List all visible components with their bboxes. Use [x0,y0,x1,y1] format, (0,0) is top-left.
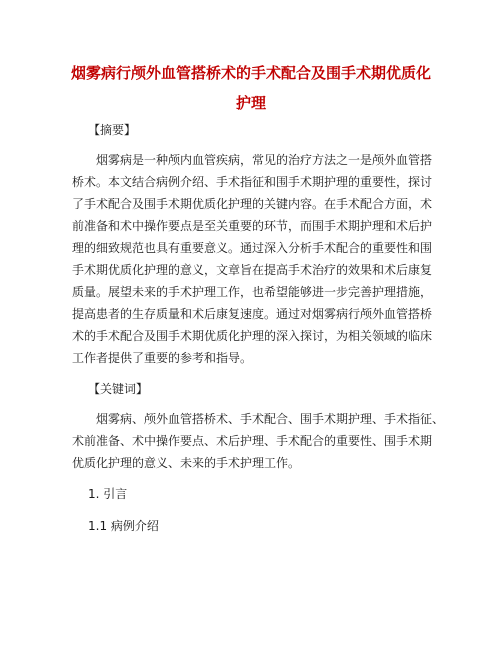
document-title-line-1: 烟雾病行颅外血管搭桥术的手术配合及围手术期优质化 [70,64,431,82]
abstract-line: 手术期优质化护理的意义，文章旨在提高手术治疗的效果和术后康复 [72,263,433,277]
keywords-label: 【关键词】 [88,382,149,396]
abstract-label: 【摘要】 [88,123,137,137]
keywords-line: 烟雾病、颅外血管搭桥术、手术配合、围手术期护理、手术指征、 [96,412,445,426]
abstract-line: 工作者提供了重要的参考和指导。 [72,351,253,365]
abstract-line: 提高患者的生存质量和术后康复速度。通过对烟雾病行颅外血管搭桥 [72,307,433,321]
keywords-line: 优质化护理的意义、未来的手术护理工作。 [72,456,301,470]
section-heading-case: 1.1 病例介绍 [88,519,159,533]
section-heading-intro: 1. 引言 [88,487,128,501]
abstract-line: 术的手术配合及围手术期优质化护理的深入探讨，为相关领域的临床 [72,329,433,343]
document-title-line-2: 护理 [235,94,266,112]
abstract-line: 质量。展望未来的手术护理工作，也希望能够进一步完善护理措施， [72,285,433,299]
keywords-line: 术前准备、术中操作要点、术后护理、手术配合的重要性、围手术期 [72,434,433,448]
abstract-line: 了手术配合及围手术期优质化护理的关键内容。在手术配合方面，术 [72,197,433,211]
abstract-line: 理的细致规范也具有重要意义。通过深入分析手术配合的重要性和围 [72,241,433,255]
abstract-line: 烟雾病是一种颅内血管疾病，常见的治疗方法之一是颅外血管搭 [96,153,433,167]
abstract-line: 前准备和术中操作要点是至关重要的环节，而围手术期护理和术后护 [72,219,433,233]
abstract-line: 桥术。本文结合病例介绍、手术指征和围手术期护理的重要性，探讨 [72,175,433,189]
